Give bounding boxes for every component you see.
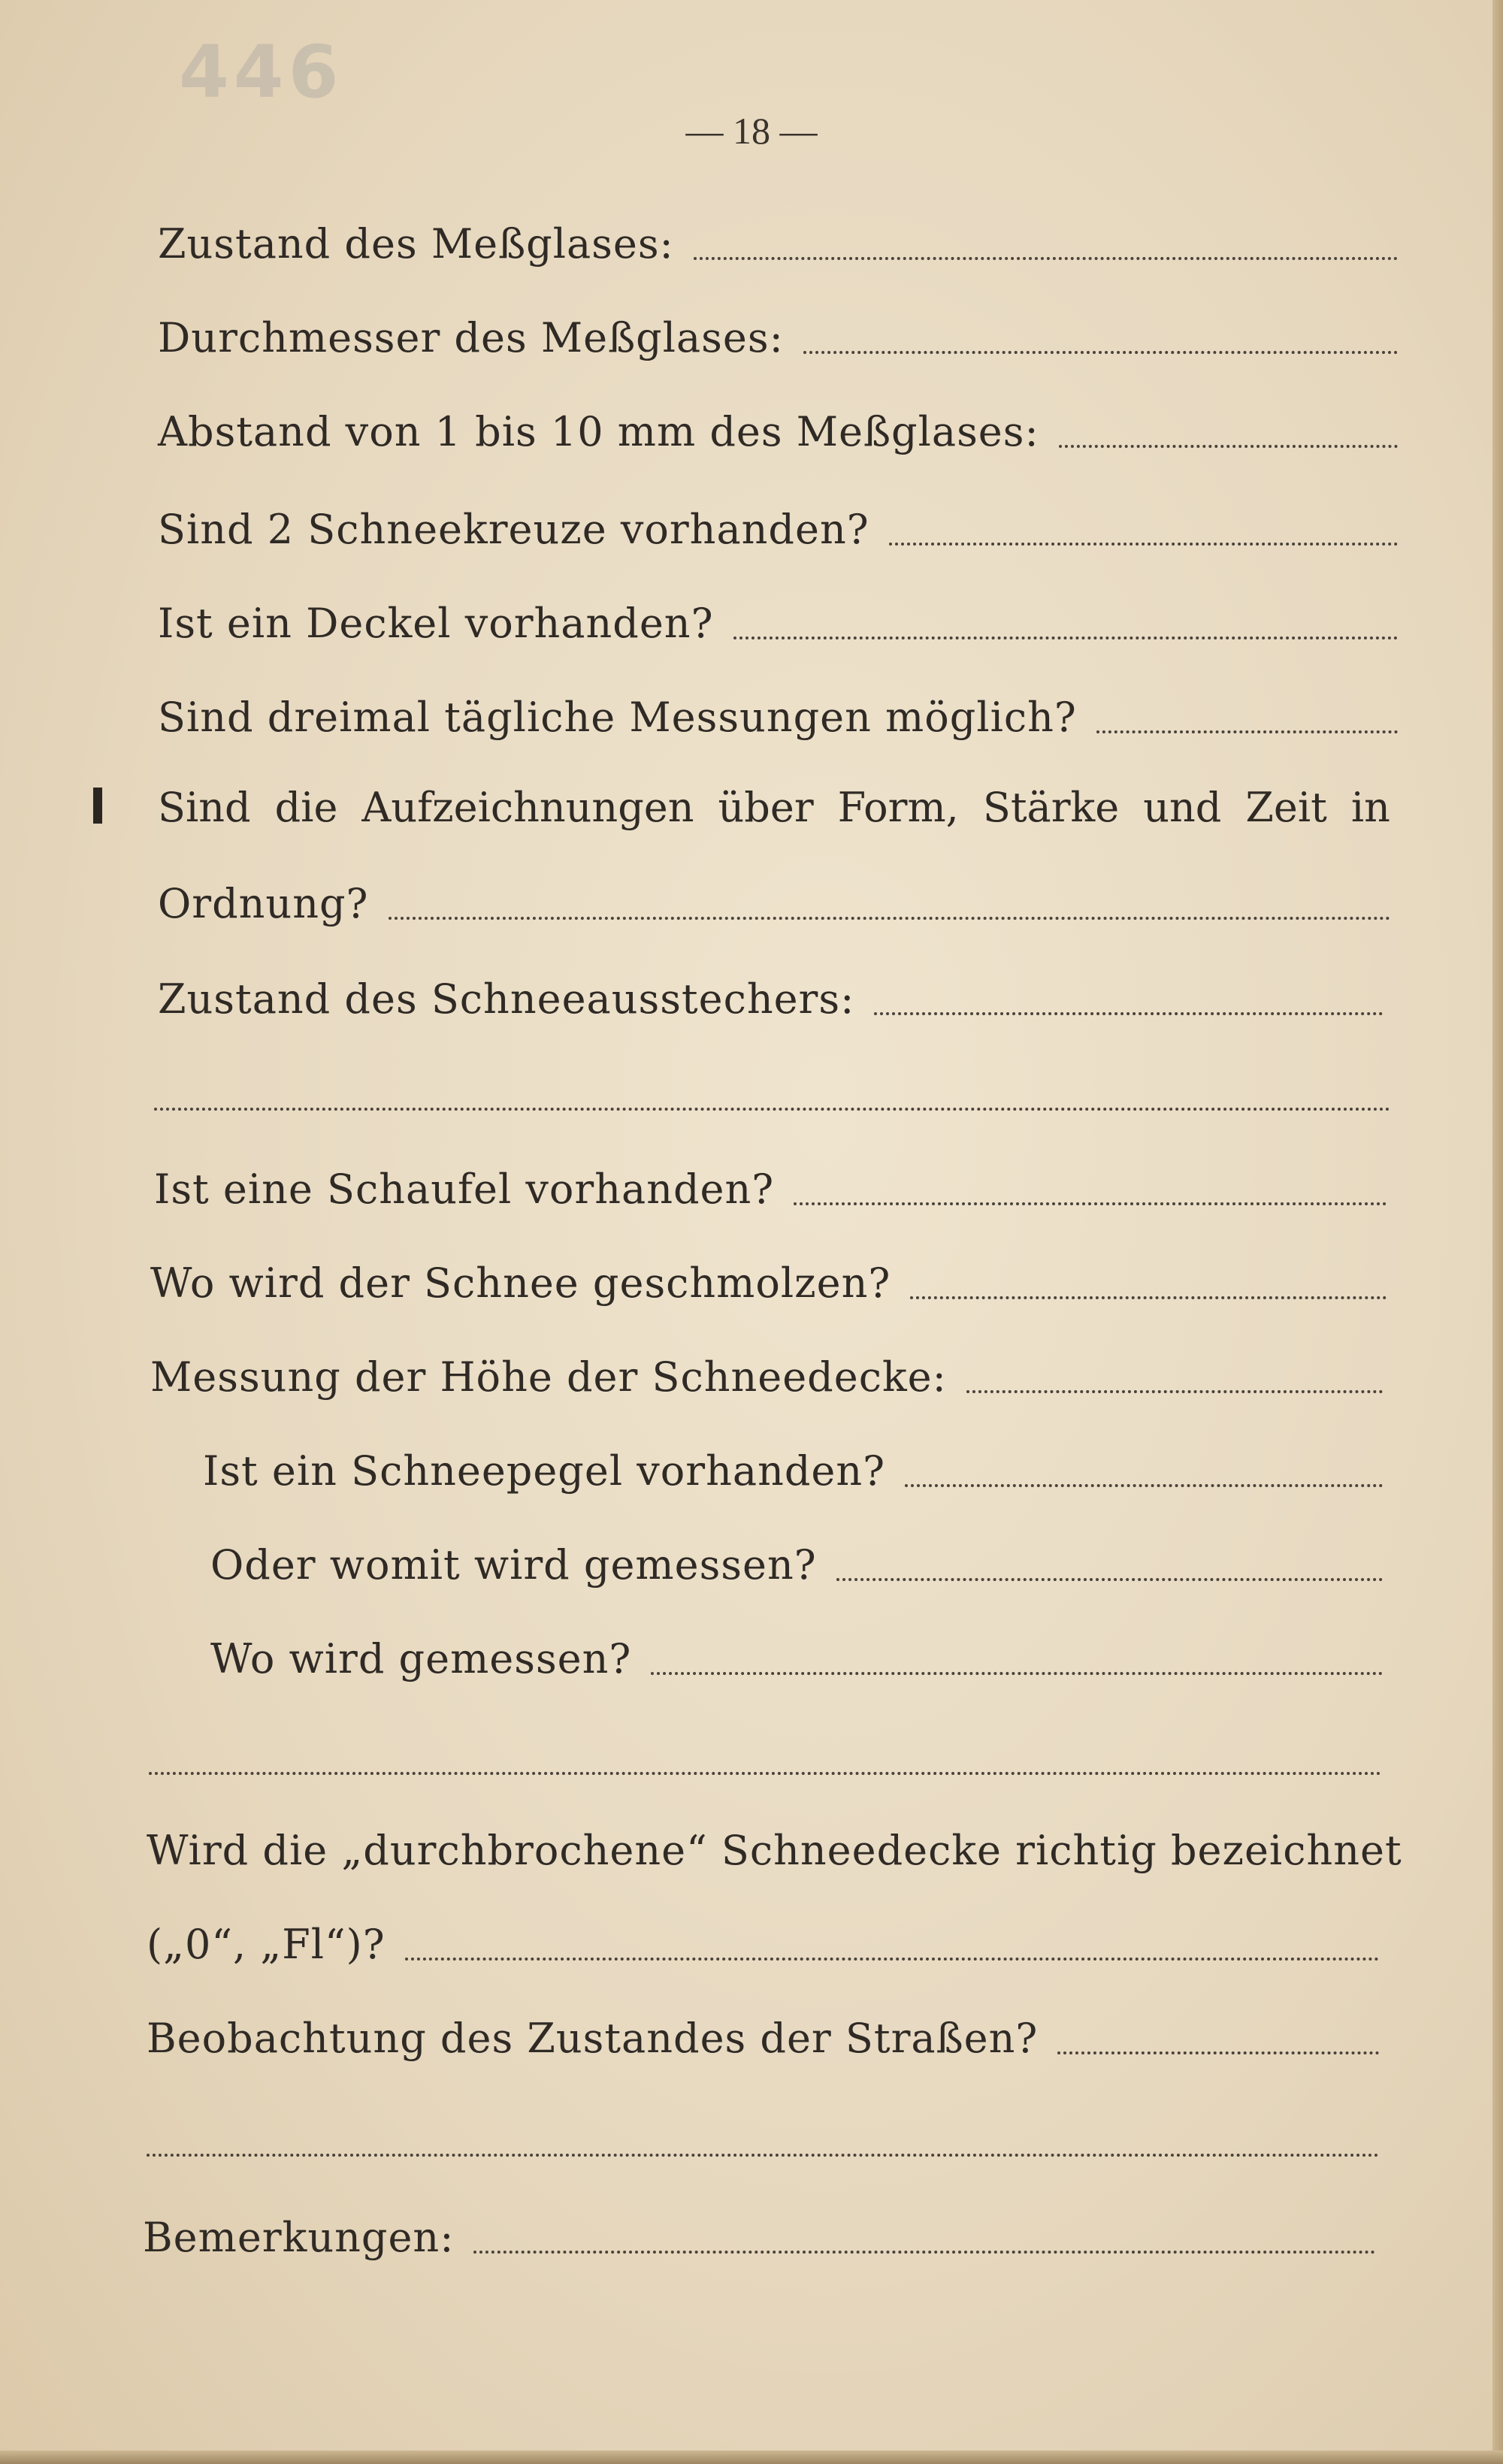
question-label: Zustand des Meßglases: [158, 220, 674, 268]
answer-line [905, 1484, 1383, 1487]
form-row-road-conditions [147, 2006, 1379, 2062]
form-row-snow-crosses [158, 497, 1398, 553]
question-word: Aufzeichnungen [361, 784, 694, 831]
answer-line [1059, 445, 1398, 448]
form-row-daily-measurements [158, 685, 1398, 741]
page-edge-bottom [0, 2450, 1503, 2464]
question-label: Ordnung? [158, 880, 369, 927]
answer-line [694, 257, 1398, 260]
answer-line [874, 1012, 1383, 1015]
answer-line [405, 1958, 1379, 1961]
answer-line [733, 636, 1398, 639]
question-word: Stärke [982, 784, 1120, 831]
answer-line-continuation [147, 2154, 1379, 2157]
question-label: Abstand von 1 bis 10 mm des Meßglases: [158, 408, 1039, 455]
answer-line [389, 917, 1390, 920]
answer-line [473, 2251, 1375, 2254]
margin-mark [93, 788, 102, 824]
form-row-shovel [154, 1157, 1387, 1213]
form-row-broken-snowcover-line1 [147, 1819, 1402, 1874]
form-row-snow-depth [150, 1345, 1383, 1401]
question-label: Wo wird der Schnee geschmolzen? [150, 1259, 891, 1307]
answer-line [794, 1202, 1387, 1205]
page-edge-right [1492, 0, 1503, 2464]
answer-line [889, 543, 1398, 546]
form-row-measuring-glass-condition [158, 212, 1398, 268]
answer-line-continuation [154, 1108, 1390, 1111]
answer-line [910, 1296, 1387, 1299]
form-row-mm-spacing [158, 400, 1398, 455]
question-label: Durchmesser des Meßglases: [158, 314, 784, 361]
form-row-snow-gauge [203, 1439, 1383, 1495]
question-label: Wo wird gemessen? [210, 1635, 632, 1682]
question-word: Zeit [1245, 784, 1327, 831]
question-label: Zustand des Schneeausstechers: [158, 975, 855, 1023]
answer-line-continuation [149, 1772, 1381, 1775]
form-row-lid [158, 591, 1398, 647]
question-label: Bemerkungen: [143, 2214, 455, 2261]
form-row-records-line1 [158, 782, 1390, 834]
form-row-measured-where [210, 1627, 1383, 1682]
question-label: Sind 2 Schneekreuze vorhanden? [158, 506, 869, 553]
question-word: und [1143, 784, 1222, 831]
question-word: Form, [837, 784, 959, 831]
answer-line [1057, 2051, 1379, 2054]
question-label: Wird die „durchbrochene“ Schneedecke richtig bezeichnet [147, 1827, 1402, 1874]
answer-line [836, 1578, 1383, 1581]
question-word: in [1350, 784, 1390, 831]
question-label: Beobachtung des Zustandes der Straßen? [147, 2015, 1039, 2062]
question-word: die [274, 784, 338, 831]
question-label: Ist eine Schaufel vorhanden? [154, 1165, 775, 1213]
question-label: Messung der Höhe der Schneedecke: [150, 1353, 947, 1401]
answer-line [966, 1390, 1383, 1393]
form-row-measuring-glass-diameter [158, 306, 1398, 361]
question-label: Sind dreimal tägliche Messungen möglich? [158, 694, 1077, 741]
question-word: über [718, 784, 814, 831]
faded-stamp-number: 446 [179, 30, 343, 114]
form-row-records-line2 [158, 872, 1390, 927]
question-label: Ist ein Deckel vorhanden? [158, 600, 714, 647]
answer-line [803, 351, 1398, 354]
form-row-measured-with [210, 1533, 1383, 1589]
form-row-snow-melting [150, 1251, 1387, 1307]
form-row-remarks [143, 2206, 1375, 2261]
form-row-snow-corer-condition [158, 967, 1383, 1023]
question-label: Oder womit wird gemessen? [210, 1541, 817, 1589]
answer-line [651, 1672, 1383, 1675]
form-row-broken-snowcover-line2 [147, 1912, 1379, 1968]
question-word: Sind [158, 784, 251, 831]
answer-line [1096, 730, 1398, 733]
page-number: — 18 — [685, 110, 818, 152]
question-label: („0“, „Fl“)? [147, 1921, 386, 1968]
question-label: Ist ein Schneepegel vorhanden? [203, 1447, 886, 1495]
